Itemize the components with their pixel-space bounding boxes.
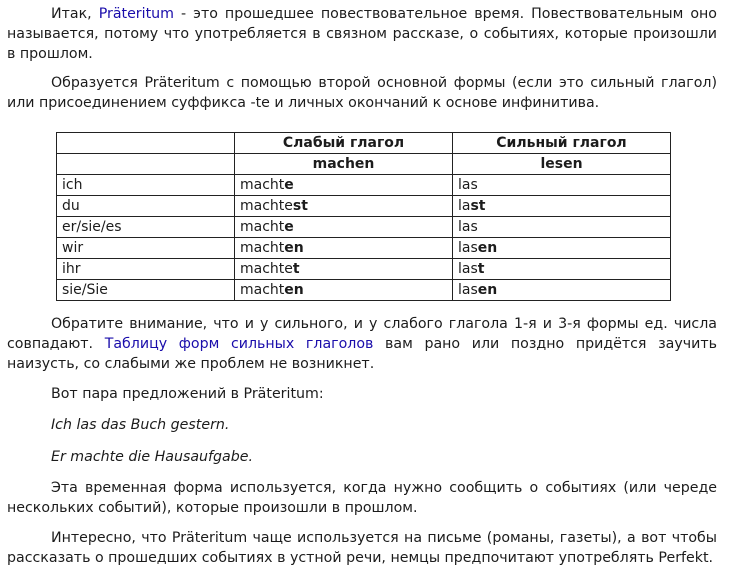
weak-stem: machte — [240, 260, 293, 277]
example-sentence-1: Ich las das Buch gestern. — [51, 417, 230, 433]
strong-ending: en — [477, 239, 498, 256]
weak-stem: macht — [240, 239, 285, 256]
strong-stem: las — [458, 218, 478, 235]
intro-text-start: Итак, — [51, 6, 99, 22]
weak-stem: macht — [240, 281, 285, 298]
example-sentence-2: Er machte die Hausaufgabe. — [51, 449, 253, 465]
table-row — [57, 238, 671, 259]
empty-verb-cell — [57, 154, 235, 175]
table-row — [57, 196, 671, 217]
perfekt-paragraph: Интересно, что Präteritum чаще используется на письме (романы, газеты), а вот чтобы рассказать о прошедших событиях в устной речи, немцы предпочитают употреблять Perfekt. — [7, 530, 717, 566]
pronoun-cell: sie/Sie — [57, 280, 235, 301]
strong-form-cell — [453, 280, 671, 301]
weak-ending: e — [284, 218, 294, 235]
table-row — [57, 280, 671, 301]
note-text-end: вам рано или поздно придётся заучить наизусть, со слабыми же проблем не возникнет. — [7, 336, 717, 372]
weak-verb-infinitive: machen — [235, 154, 453, 175]
pronoun-cell: er/sie/es — [57, 217, 235, 238]
note-paragraph — [7, 314, 717, 374]
weak-form-cell — [235, 238, 453, 259]
weak-stem: macht — [240, 218, 285, 235]
strong-verb-header: Сильный глагол — [453, 133, 671, 154]
weak-stem: macht — [240, 176, 285, 193]
pronoun-cell: ich — [57, 175, 235, 196]
prateritum-link[interactable]: Präteritum — [98, 6, 174, 22]
table-row — [57, 217, 671, 238]
strong-form-cell — [453, 196, 671, 217]
usage-paragraph: Эта временная форма используется, когда нужно сообщить о событиях (или череде нескольких событий), которые произошли в прошлом. — [7, 480, 717, 516]
strong-form-cell — [453, 217, 671, 238]
strong-ending: st — [470, 197, 486, 214]
pronoun-cell: du — [57, 196, 235, 217]
strong-form-cell — [453, 259, 671, 280]
weak-ending: t — [292, 260, 300, 277]
table-row — [57, 259, 671, 280]
intro-paragraph — [7, 4, 717, 64]
weak-form-cell — [235, 217, 453, 238]
conjugation-table — [56, 132, 671, 301]
weak-verb-header: Слабый глагол — [235, 133, 453, 154]
weak-form-cell — [235, 196, 453, 217]
weak-ending: e — [284, 176, 294, 193]
strong-form-cell — [453, 238, 671, 259]
weak-form-cell — [235, 259, 453, 280]
strong-verbs-table-link[interactable]: Таблицу форм сильных глаголов — [104, 336, 374, 352]
strong-verb-infinitive: lesen — [453, 154, 671, 175]
empty-header-cell — [57, 133, 235, 154]
weak-form-cell — [235, 175, 453, 196]
weak-ending: en — [284, 281, 304, 298]
strong-stem: las — [458, 176, 478, 193]
table-verb-row — [57, 154, 671, 175]
pronoun-cell: wir — [57, 238, 235, 259]
strong-stem: las — [458, 239, 478, 256]
strong-form-cell — [453, 175, 671, 196]
examples-intro: Вот пара предложений в Präteritum: — [51, 386, 324, 402]
weak-form-cell — [235, 280, 453, 301]
weak-stem: machte — [240, 197, 293, 214]
strong-stem: las — [458, 260, 478, 277]
pronoun-cell: ihr — [57, 259, 235, 280]
strong-stem: la — [458, 197, 471, 214]
note-text-start: Обратите внимание, что и у сильного, и у слабого глагола 1-я и 3-я формы ед. числа совпадают. — [7, 316, 717, 352]
table-header-row — [57, 133, 671, 154]
weak-ending: st — [292, 197, 308, 214]
table-row — [57, 175, 671, 196]
strong-ending: t — [477, 260, 485, 277]
intro-text-end: - это прошедшее повествовательное время. Повествовательным оно называется, потому что употребляется в связном рассказе, о событиях, которые произошли в прошлом. — [7, 6, 717, 62]
strong-ending: en — [477, 281, 498, 298]
weak-ending: en — [284, 239, 304, 256]
formation-paragraph: Образуется Präteritum с помощью второй основной формы (если это сильный глагол) или присоединением суффикса -te и личных окончаний к основе инфинитива. — [7, 75, 717, 111]
strong-stem: las — [458, 281, 478, 298]
